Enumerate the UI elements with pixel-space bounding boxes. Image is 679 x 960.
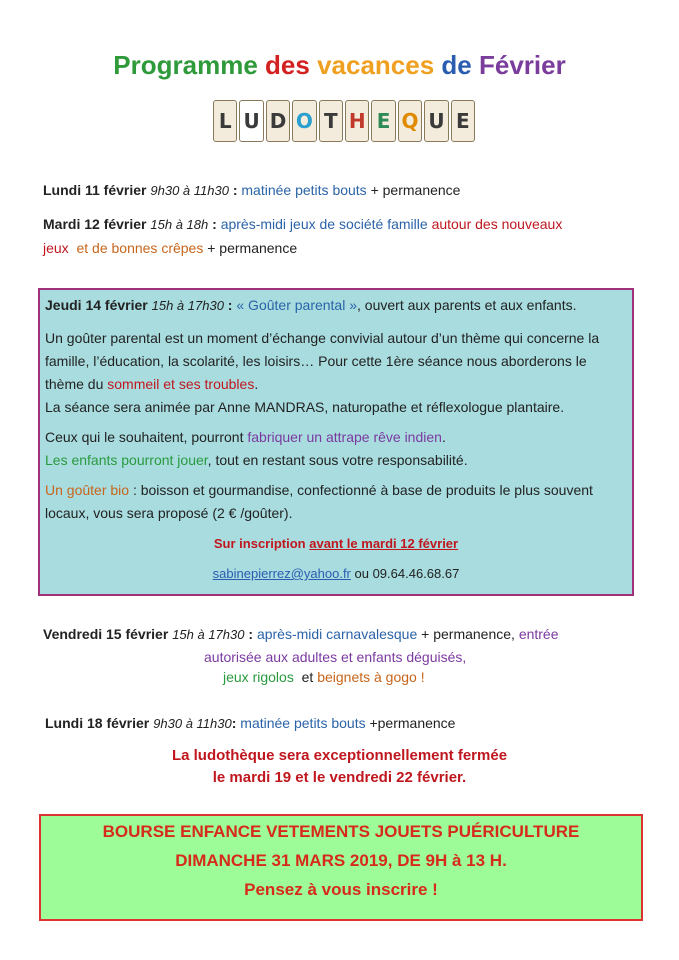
text: : boisson et gourmandise, confectionné à base de produits le plus souvent	[129, 482, 593, 498]
text: et	[301, 669, 314, 685]
bourse-line-1: BOURSE ENFANCE VETEMENTS JOUETS PUÉRICULTURE	[102, 822, 580, 841]
inscription-deadline: avant le mardi 12 février	[309, 536, 459, 551]
schedule-lundi-11	[43, 182, 460, 198]
paragraph-line: famille, l’éducation, la scolarité, les loisirs… Pour cette 1ère séance nous aborderons le	[45, 353, 587, 369]
activity-label: matinée petits bouts	[240, 715, 366, 731]
logo-tile: U	[239, 100, 263, 142]
inscription-line	[40, 536, 632, 551]
paragraph-line	[45, 376, 258, 392]
title-word: des	[265, 50, 310, 80]
highlight-text: Un goûter bio	[45, 482, 130, 498]
activity-label: matinée petits bouts	[241, 182, 367, 198]
time-label: 15h à 18h	[150, 217, 209, 232]
highlight-text: beignets à gogo !	[317, 669, 425, 685]
highlight-text: jeux rigolos	[223, 669, 294, 685]
activity-highlight: jeux	[43, 240, 69, 256]
schedule-mardi-12	[43, 216, 562, 232]
title-word: de	[441, 50, 472, 80]
logo-tile: U	[424, 100, 448, 142]
separator: :	[223, 297, 237, 313]
day-label: Mardi 12 février	[43, 216, 147, 232]
highlight-text: Les enfants pourront jouer	[45, 452, 208, 468]
extra-text: +permanence	[365, 715, 456, 731]
schedule-lundi-18	[45, 715, 455, 731]
paragraph-line: La séance sera animée par Anne MANDRAS, naturopathe et réflexologue plantaire.	[45, 399, 565, 415]
highlight-text: fabriquer un attrape rêve indien	[247, 429, 442, 445]
text: .	[441, 429, 446, 445]
logo-tile: O	[292, 100, 316, 142]
activity-highlight: autour des nouveaux	[431, 216, 563, 232]
event-label: « Goûter parental »	[236, 297, 358, 313]
email-link[interactable]: sabinepierrez@yahoo.fr	[212, 566, 351, 581]
activity-label: après-midi carnavalesque	[256, 626, 418, 642]
separator: :	[244, 626, 257, 642]
schedule-mardi-12-cont	[43, 240, 297, 256]
time-label: 15h à 17h30	[151, 298, 224, 313]
extra-text: , ouvert aux parents et aux enfants.	[357, 297, 577, 313]
paragraph-line	[45, 429, 446, 445]
schedule-vendredi-15	[43, 626, 559, 642]
day-label: Jeudi 14 février	[45, 297, 148, 313]
vendredi-15-line2	[204, 649, 466, 665]
separator: :	[228, 182, 242, 198]
day-label: Lundi 18 février	[45, 715, 150, 731]
text: .	[254, 376, 259, 392]
logo-tile: H	[345, 100, 369, 142]
highlight-text: entrée	[518, 626, 559, 642]
bourse-line-3: Pensez à vous inscrire !	[244, 880, 438, 899]
time-label: 9h30 à 11h30	[150, 183, 229, 198]
title-word: Février	[478, 50, 566, 80]
text: Ceux qui le souhaitent, pourront	[45, 429, 248, 445]
text: ou	[350, 566, 373, 581]
highlight-text: sommeil et ses troubles	[107, 376, 255, 392]
day-label: Vendredi 15 février	[43, 626, 169, 642]
paragraph-line: locaux, vous sera proposé (2 € /goûter).	[45, 505, 293, 521]
ludotheque-logo	[213, 100, 475, 142]
logo-tile: T	[319, 100, 343, 142]
day-label: Lundi 11 février	[43, 182, 147, 198]
closure-line-2: le mardi 19 et le vendredi 22 février.	[212, 769, 467, 786]
extra-text: + permanence	[203, 240, 298, 256]
separator: :	[231, 715, 241, 731]
logo-tile: L	[213, 100, 237, 142]
contact-line	[40, 566, 632, 581]
separator: :	[208, 216, 221, 232]
time-label: 15h à 17h30	[172, 627, 245, 642]
time-label: 9h30 à 11h30	[153, 716, 232, 731]
phone-number: 09.64.46.68.67	[372, 566, 460, 581]
highlight-text: autorisée aux adultes et enfants déguisés,	[204, 649, 467, 665]
paragraph-line: Un goûter parental est un moment d’échange convivial autour d’un thème qui concerne la	[45, 330, 600, 346]
text: thème du	[45, 376, 108, 392]
page-title	[0, 50, 679, 81]
jeudi-14-header	[45, 297, 576, 313]
extra-text: + permanence,	[417, 626, 519, 642]
crepes-text: et de bonnes crêpes	[76, 240, 204, 256]
activity-label: après-midi jeux de société famille	[220, 216, 428, 232]
paragraph-line	[45, 482, 593, 498]
logo-tile: E	[451, 100, 475, 142]
title-word: vacances	[317, 50, 435, 80]
inscription-text: Sur inscription	[213, 536, 310, 551]
logo-tile: E	[371, 100, 395, 142]
logo-tile: Q	[398, 100, 422, 142]
logo-tile: D	[266, 100, 290, 142]
title-word: Programme	[113, 50, 258, 80]
paragraph-line	[45, 452, 468, 468]
text: , tout en restant sous votre responsabilité.	[207, 452, 468, 468]
vendredi-15-line3	[223, 669, 425, 685]
bourse-line-2: DIMANCHE 31 MARS 2019, DE 9H à 13 H.	[175, 851, 507, 870]
closure-line-1: La ludothèque sera exceptionnellement fermée	[171, 747, 508, 764]
extra-text: + permanence	[366, 182, 461, 198]
